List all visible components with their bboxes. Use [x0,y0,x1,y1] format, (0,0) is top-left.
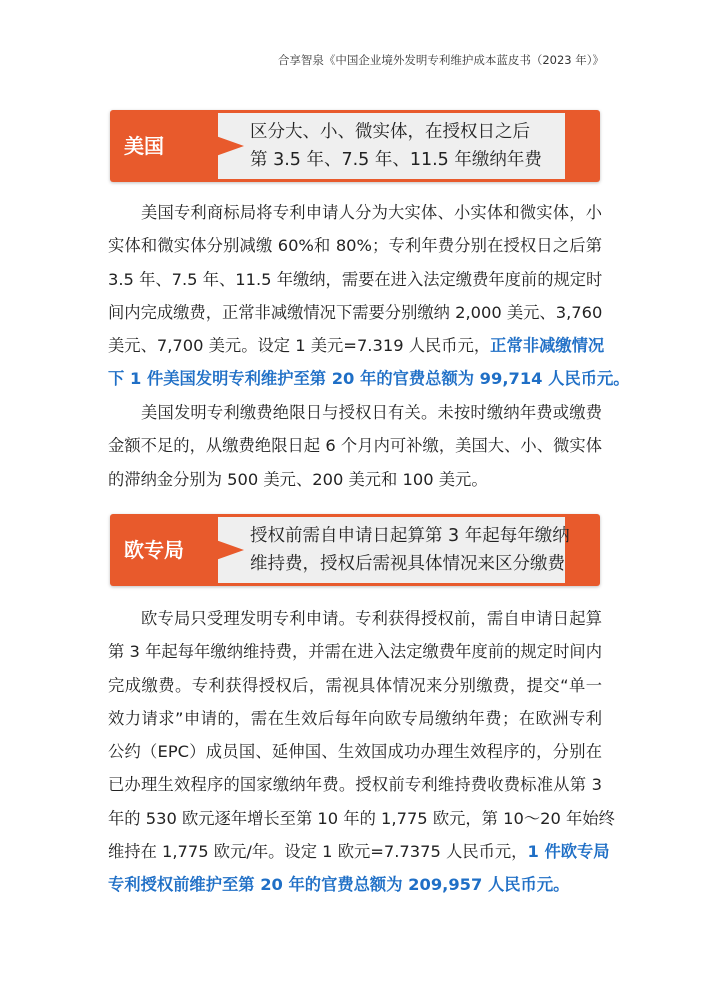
text-line [108,702,602,735]
text-span: 第 3 年起每年缴纳维持费，并需在进入法定缴费年度前的规定时间内 [108,642,602,662]
text-line [108,835,610,868]
text-span: 美国专利商标局将专利申请人分为大实体、小实体和微实体，小 [141,203,602,222]
text-span: 完成缴费。专利获得授权后，需视具体情况来分别缴费，提交“单一 [108,675,602,695]
running-head: 合享智泉《中国企业境外发明专利维护成本蓝皮书（2023 年）》 [277,53,604,67]
text-line [108,669,602,702]
text-span: 维持在 1,775 欧元/年。设定 1 欧元=7.7375 人民币元， [108,842,528,862]
text-line [108,768,602,801]
text-line [108,802,615,835]
text-line [108,463,602,496]
text-line [108,263,602,296]
highlighted-text: 正常非减缴情况 [490,336,605,356]
summary-line: 第 3.5 年、7.5 年、11.5 年缴纳年费 [250,150,542,170]
section-label: 美国 [124,134,164,158]
text-line [108,396,602,429]
text-span: 间内完成缴费，正常非减缴情况下需要分别缴纳 2,000 美元、3,760 [108,302,603,322]
text-line [108,429,602,462]
text-line [108,635,602,668]
paragraph [108,396,602,496]
summary-line: 授权前需自申请日起算第 3 年起每年缴纳 [250,526,570,546]
text-line [108,296,602,329]
section-header [110,514,600,586]
highlighted-text: 下 1 件美国发明专利维护至第 20 年的官费总额为 99,714 人民币元。 [108,369,630,389]
text-span: 年的 530 欧元逐年增长至第 10 年的 1,775 欧元，第 10～20 年始终 [108,808,615,828]
text-span: 美国发明专利缴费绝限日与授权日有关。未按时缴纳年费或缴费 [141,403,602,422]
text-span: 效力请求”申请的，需在生效后每年向欧专局缴纳年费；在欧洲专利 [108,708,602,728]
text-span: 美元、7,700 美元。设定 1 美元=7.319 人民币元， [108,336,491,356]
text-line [108,229,602,262]
section-header [110,110,600,182]
text-line [108,329,605,362]
paragraph [108,602,615,902]
highlighted-text: 1 件欧专局 [527,842,610,862]
text-span: 已办理生效程序的国家缴纳年费。授权前专利维持费收费标准从第 3 [108,775,602,795]
section-summary [250,522,570,578]
text-span: 金额不足的，从缴费绝限日起 6 个月内可补缴，美国大、小、微实体 [108,436,602,456]
text-span: 欧专局只受理发明专利申请。专利获得授权前，需自申请日起算 [141,609,602,628]
text-line [108,868,602,901]
summary-line: 区分大、小、微实体，在授权日之后 [250,122,530,142]
text-span: 公约（EPC）成员国、延伸国、生效国成功办理生效程序的，分别在 [108,742,602,762]
text-span: 3.5 年、7.5 年、11.5 年缴纳，需要在进入法定缴费年度前的规定时 [108,269,603,289]
text-line [108,735,602,768]
highlighted-text: 专利授权前维护至第 20 年的官费总额为 209,957 人民币元。 [108,875,570,895]
text-line [108,602,602,635]
text-line [108,196,602,229]
text-span: 实体和微实体分别减缴 60%和 80%；专利年费分别在授权日之后第 [108,236,602,256]
section-label: 欧专局 [124,538,184,562]
paragraph [108,196,630,396]
summary-line: 维持费，授权后需视具体情况来区分缴费 [250,554,565,574]
section-summary [250,118,542,174]
text-span: 的滞纳金分别为 500 美元、200 美元和 100 美元。 [108,469,488,489]
text-line [108,362,630,395]
